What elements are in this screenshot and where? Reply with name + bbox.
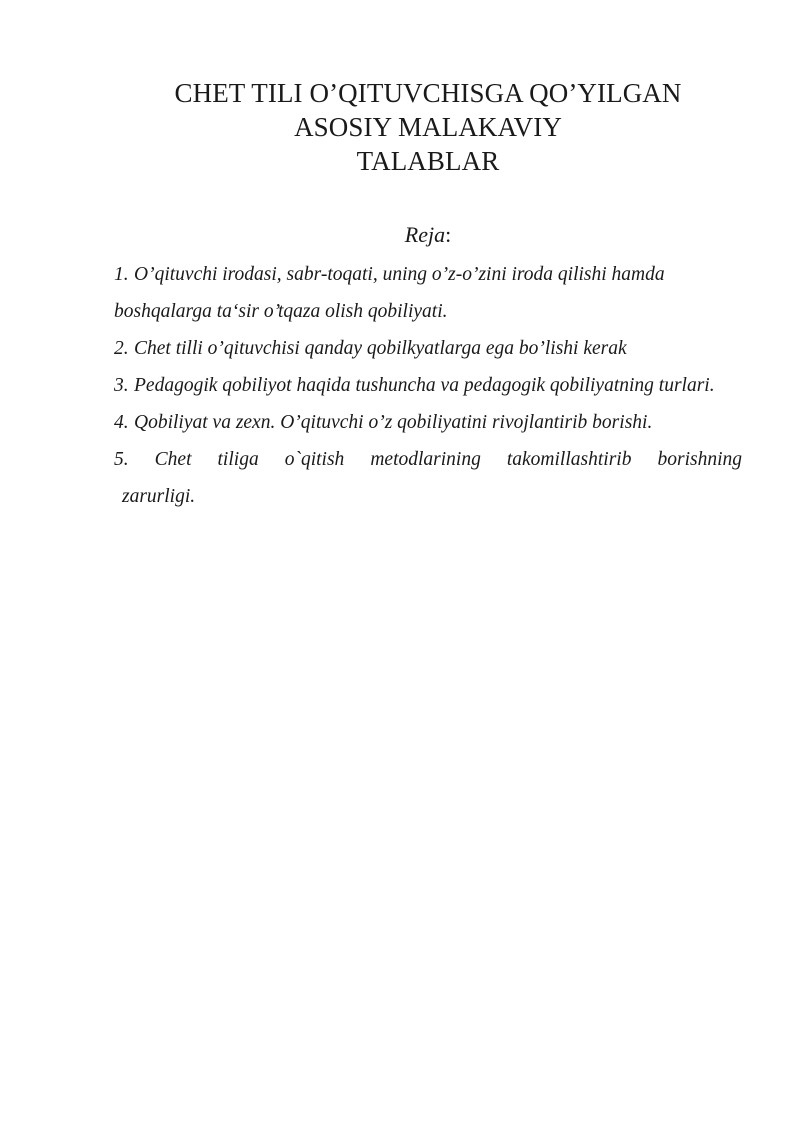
plan-item-number: 2.	[114, 338, 129, 359]
plan-item-5-line-1	[114, 441, 742, 478]
plan-item-text-line-2: zarurligi.	[122, 486, 196, 507]
plan-item-number: 3.	[114, 375, 129, 396]
document-title	[100, 76, 756, 178]
plan-heading	[100, 220, 756, 250]
plan-item-text: O’qituvchi irodasi, sabr-toqati, uning o’z-o’zini iroda qilishi hamda boshqalarga ta‘sir o’tqaza olish qobiliyati.	[114, 264, 665, 322]
plan-item-number: 5.	[114, 449, 129, 470]
plan-item-text-line-1: Chet tiliga o`qitish metodlarining takomillashtirib borishning	[154, 449, 742, 470]
plan-item-text: Pedagogik qobiliyot haqida tushuncha va pedagogik qobiliyatning turlari.	[134, 375, 715, 396]
title-line-3: TALABLAR	[356, 146, 500, 176]
plan-item-number: 1.	[114, 264, 129, 285]
plan-item-4	[114, 404, 742, 441]
plan-item-text: Qobiliyat va zexn. O’qituvchi o’z qobiliyatini rivojlantirib borishi.	[134, 412, 653, 433]
plan-list	[114, 256, 742, 515]
plan-item-text: Chet tilli o’qituvchisi qanday qobilkyatlarga ega bo’lishi kerak	[134, 338, 627, 359]
title-line-1: CHET TILI O’QITUVCHISGA QO’YILGAN	[174, 78, 682, 108]
plan-item-3	[114, 367, 742, 404]
plan-item-5	[114, 441, 742, 515]
plan-item-number: 4.	[114, 412, 129, 433]
plan-item-1	[114, 256, 742, 330]
plan-item-2	[114, 330, 742, 367]
plan-heading-word: Reja	[404, 222, 446, 247]
title-line-2: ASOSIY MALAKAVIY	[294, 112, 562, 142]
plan-heading-colon: :	[445, 222, 452, 247]
